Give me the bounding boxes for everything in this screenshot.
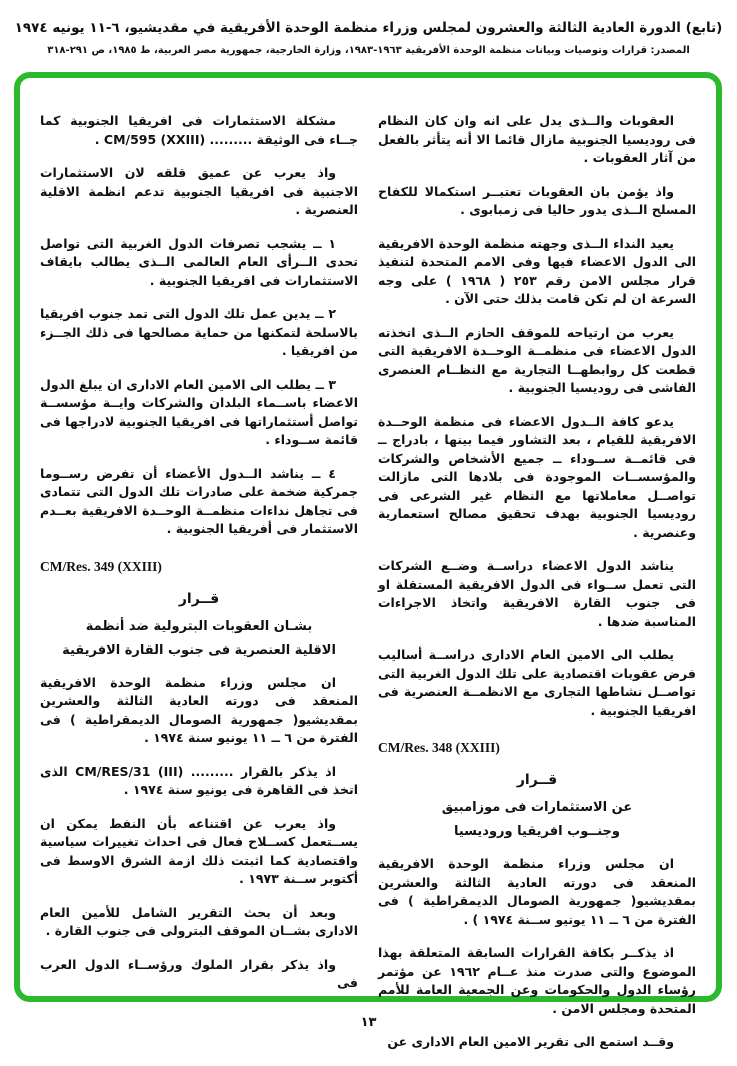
header-session-title: (تابع) الدورة العادية الثالثة والعشرون لمجلس وزراء منظمة الوحدة الأفريقية في مقديشيو، ٦-١١ يونيه ١٩٧٤: [14, 20, 723, 36]
paragraph: واذ يعرب عن اقتناعه بأن النفط يمكن ان يســتعمل كســلاح فعال فى احداث تغييرات سياسية واقتصادية كما اثبتت ذلك ازمة الشرق الاوسط فى أكتوبر ســنة ١٩٧٣ .: [40, 815, 358, 886]
paragraph: واذ يذكر بقرار الملوك ورؤســاء الدول العرب فى: [40, 956, 358, 990]
resolution-heading: قــرار: [178, 590, 220, 607]
page-header: [0, 0, 737, 56]
paragraph: يناشد الدول الاعضاء دراســة وضــع الشركات التى تعمل ســواء فى الدول الافريقية المستقلة او فى جنوب القارة الافريقية واتخاذ الاجراءات المناسبة ضدها .: [378, 558, 696, 629]
resolution-code-348: CM/Res. 348 (XXIII): [378, 740, 500, 755]
paragraph: وبعد أن بحث التقرير الشامل للأمين العام الادارى بشــان الموقف البترولى فى جنوب القارة .: [40, 904, 358, 938]
column-left: [40, 112, 358, 990]
paragraph: العقوبات والــذى يدل على انه وان كان النظام فى روديسيا الجنوبية مازال قائما الا أنه يتأثر بالفعل من آثار العقوبات .: [378, 113, 696, 165]
paragraph: ١ ــ يشجب تصرفات الدول الغربية التى تواصل تحدى الــرأى العام العالمى الــذى يطالب بايقاف الاستثمارات فى افريقيا الجنوبية .: [40, 235, 358, 288]
paragraph: ان مجلس وزراء منظمة الوحدة الافريقية المنعقد فى دورته العادية الثالثة والعشرين بمقديشيو( جمهورية الصومال الديمقراطية ) فى الفترة من ٦ ــ ١١ يونيو سنة ١٩٧٤ .: [40, 674, 358, 745]
resolution-subtitle: بشـان العقوبات البترولية ضد أنظمة: [85, 618, 313, 634]
paragraph: يطلب الى الامين العام الادارى دراســة أساليب فرض عقوبات اقتصادية على تلك الدول الغربية التى تواصــل نشاطها التجارى مع الانظمــة العنصرية فى افريقيا الجنوبية .: [378, 647, 696, 718]
paragraph: يدعو كافة الــدول الاعضاء فى منظمة الوحــدة الافريقية للقيام ، بعد التشاور فيما بينها ، بادراج ــ فى قائمــة ســوداء ــ جميع الأشخاص والشركات والمؤسســات الموجودة فى بلادها التى مازالت تواصــل معاملاتها مع النظام غير الشرعى فى روديسيا الجنوبية بهدف تحقيق مصالح استعمارية وعنصرية .: [378, 413, 696, 540]
paragraph: يعرب من ارتياحه للموقف الحازم الــذى اتخذته الدول الاعضاء فى منظمــة الوحــدة الافريقية التى قطعت كل روابطهــا التجارية مع النظــام العنصرى الفاشى فى روديسيا الجنوبية .: [378, 324, 696, 395]
resolution-subtitle: وجنــوب افريقيا وروديسيا: [453, 824, 620, 839]
column-right: [378, 112, 696, 1049]
paragraph: اذ يذكر بالقرار ......... CM/RES/31 (III) الذى اتخذ فى القاهرة فى يونيو سنة ١٩٧٤ .: [40, 763, 358, 797]
paragraph: اذ يذكــر بكافة القرارات السابقة المتعلقة بهذا الموضوع والتى صدرت منذ عــام ١٩٦٢ عن مؤتمر رؤساء الدول والحكومات وعن الجمعية العامة للأمم المتحدة ومجلس الامن .: [378, 945, 696, 1016]
paragraph: ان مجلس وزراء منظمة الوحدة الافريقية المنعقد فى دورته العادية الثالثة والعشرين بمقديشيو( جمهورية الصومال الديمقراطية ) فى الفترة من ٦ ــ ١١ يونيو ســنة ١٩٧٤ ) .: [378, 856, 696, 927]
paragraph: وقــد استمع الى تقرير الامين العام الادارى عن: [387, 1034, 674, 1049]
resolution-heading: قــرار: [516, 772, 558, 788]
paragraph: ٣ ــ يطلب الى الامين العام الادارى ان يبلغ الدول الاعضاء باســماء البلدان والشركات وايــة مؤسســة تواصل أستثماراتها فى افريقيا الجنوبية لادراجها فى قائمة ســوداء .: [40, 376, 358, 447]
paragraph: مشكلة الاستثمارات فى افريقيا الجنوبية كما جــاء فى الوثيقة ......... CM/595 (XXIII) .: [40, 113, 358, 147]
paragraph: يعيد النداء الــذى وجهته منظمة الوحدة الافريقية الى الدول الاعضاء فيها وفى الامم المتحدة لتنفيذ قرار مجلس الامن رقم ٢٥٣ ( ١٩٦٨ ) على وجه السرعة ان لم تكن قامت بذلك حتى الآن .: [378, 235, 696, 306]
paragraph: ٤ ــ يناشد الــدول الأعضاء أن تفرض رســوما جمركية ضخمة على صادرات تلك الدول التى تتمادى فى تجاهل نداءات منظمــة الوحــدة الافريقية بعــدم الاستثمار فى أفريقيا الجنوبية .: [40, 465, 358, 536]
header-source-line: المصدر: قرارات وتوصيات وبيانات منظمة الوحدة الأفريقية ١٩٦٣-١٩٨٣، وزارة الخارجية، جمهورية مصر العربية، ط ١٩٨٥، ص ٢٩١-٣١٨: [47, 45, 690, 56]
resolution-code-349: CM/Res. 349 (XXIII): [40, 558, 162, 574]
paragraph: واذ يؤمن بان العقوبات تعتبــر استكمالا للكفاح المسلح الــذى يدور حاليا فى زمبابوى .: [378, 183, 696, 217]
resolution-subtitle: الاقلية العنصرية فى جنوب القارة الافريقية: [62, 642, 336, 658]
resolution-subtitle: عن الاستثمارات فى موزامبيق: [441, 800, 633, 815]
paragraph: واذ يعرب عن عميق قلقه لان الاستثمارات الاجنبية فى افريقيا الجنوبية تدعم انظمة الاقلية العنصرية .: [40, 165, 358, 217]
page-number: ١٣: [360, 1015, 377, 1030]
paragraph: ٢ ــ يدين عمل تلك الدول التى تمد جنوب افريقيا بالاسلحة لتمكنها من حماية مصالحها فى ذلك الجــزء من افريقيا .: [40, 306, 358, 358]
